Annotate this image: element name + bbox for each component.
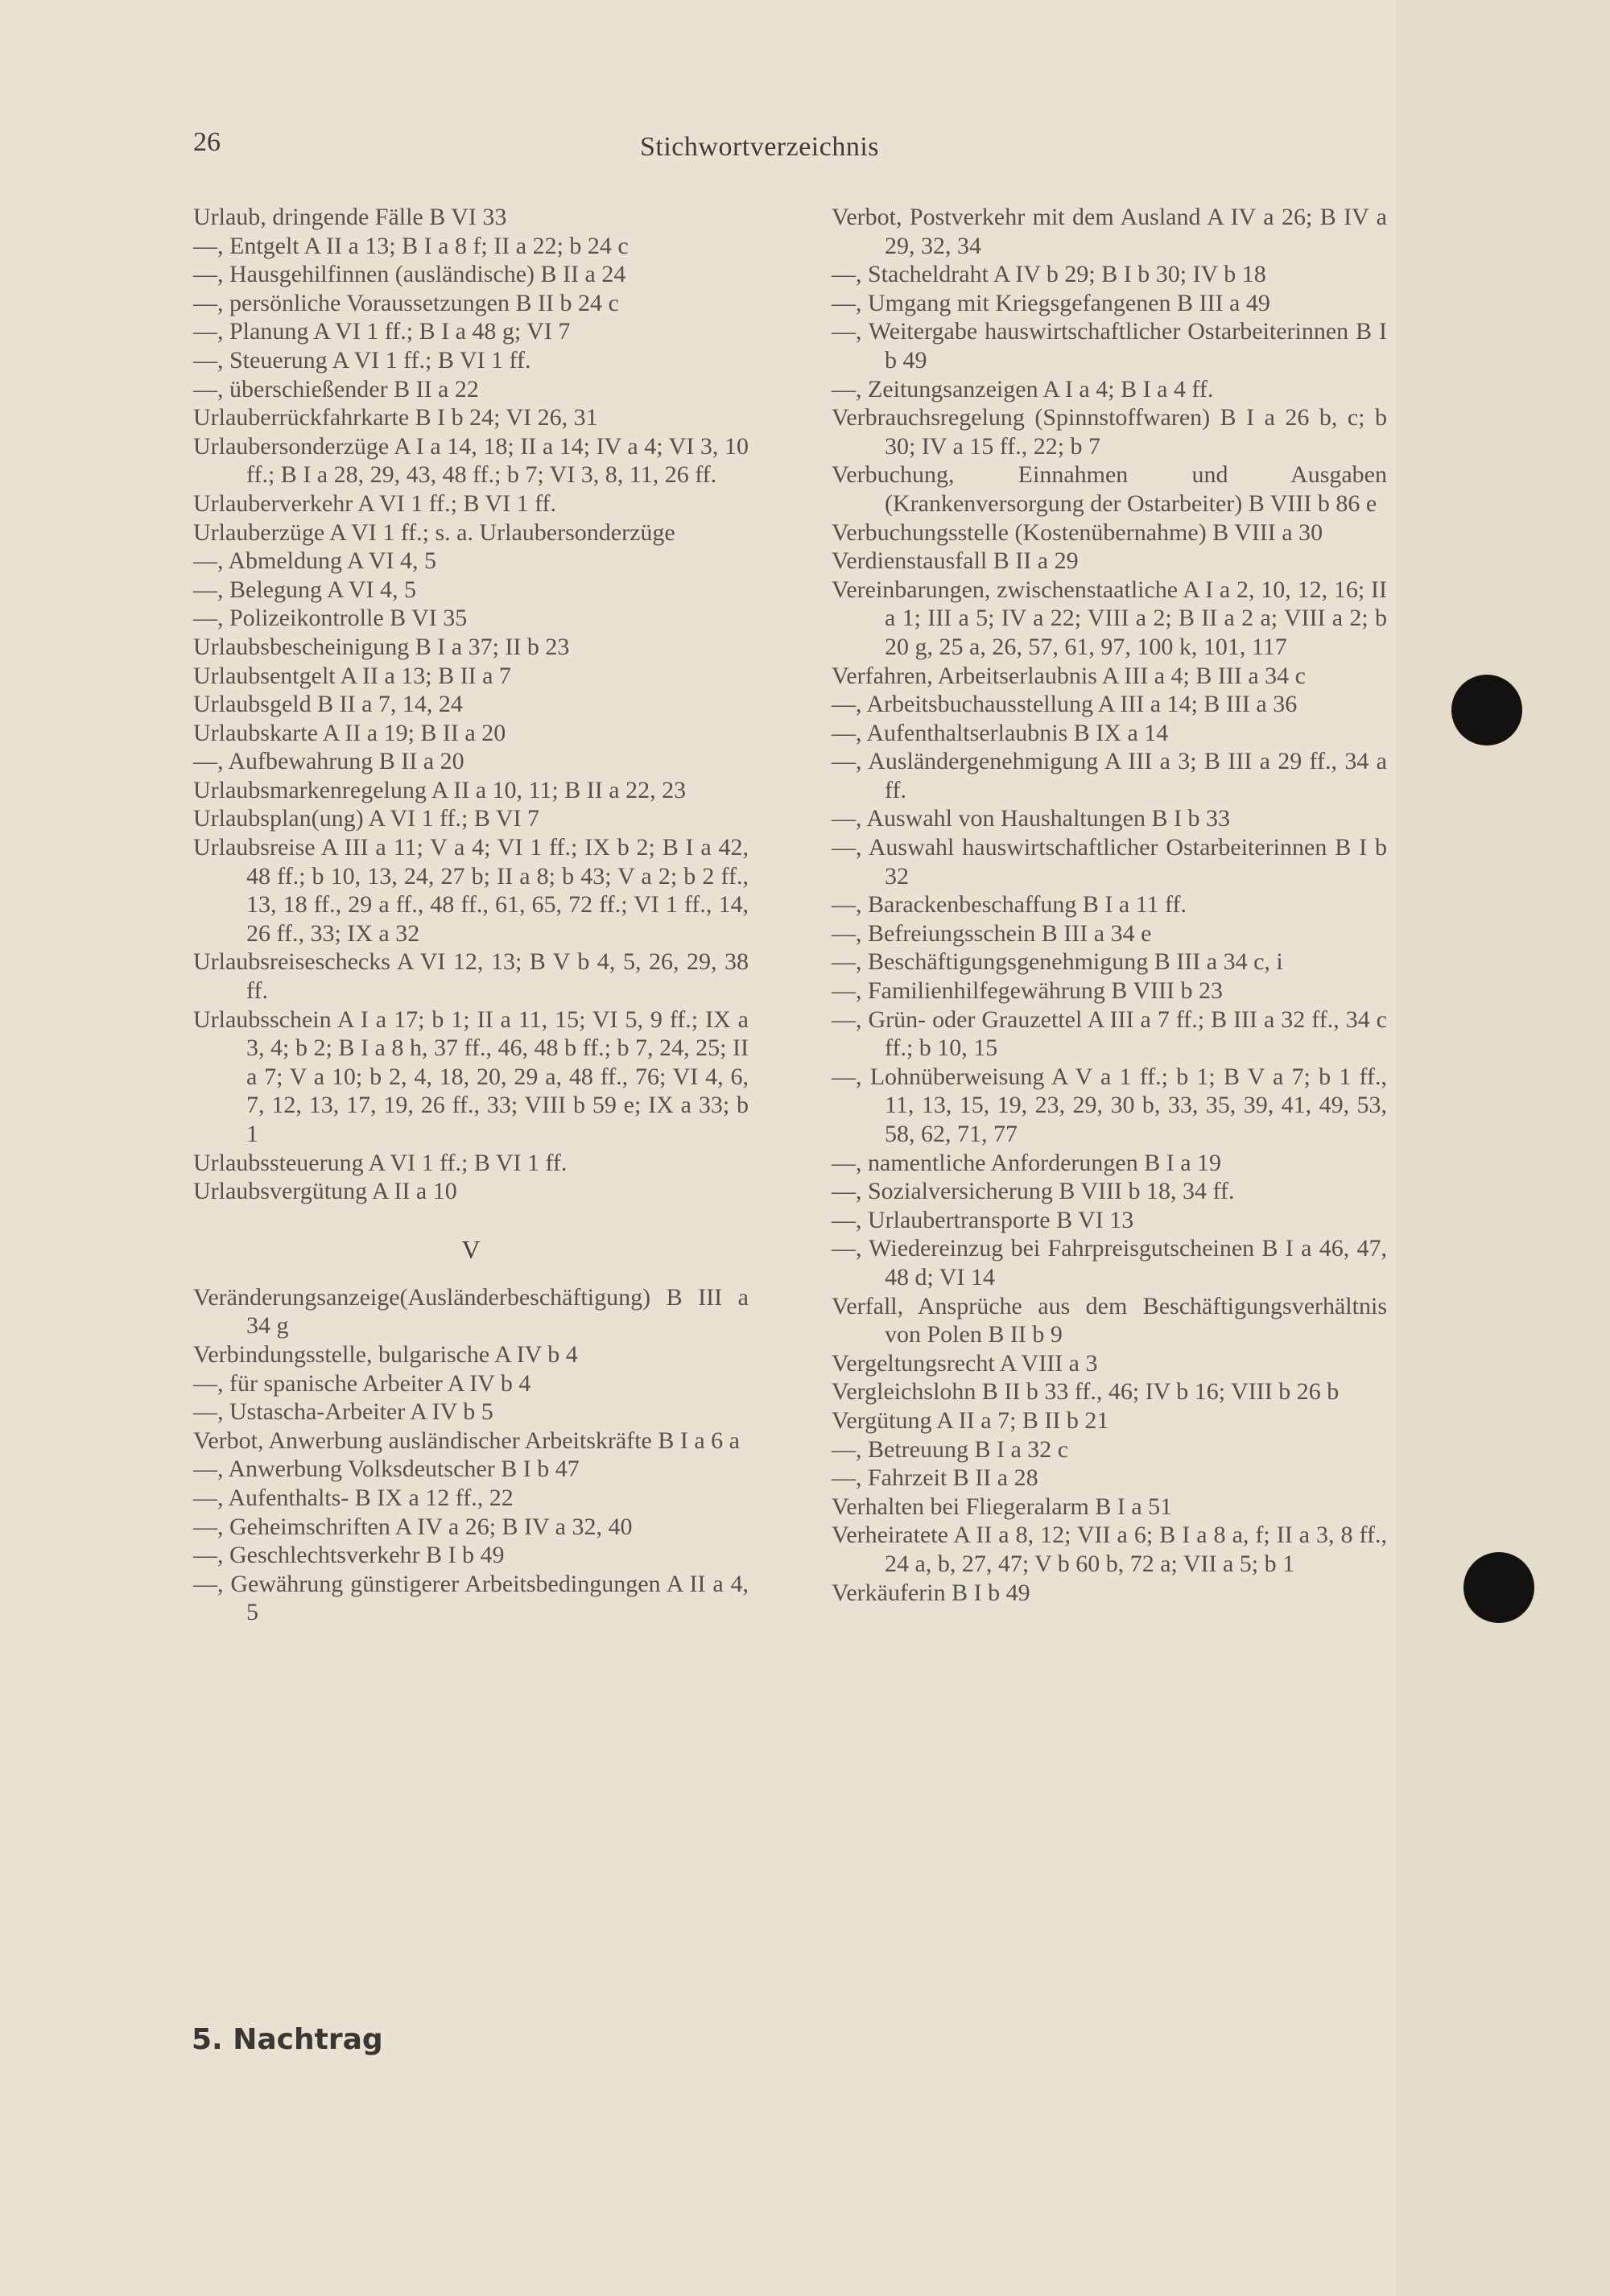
index-entry: —, überschießender B II a 22 [193, 375, 479, 403]
index-entry: —, Entgelt A II a 13; B I a 8 f; II a 22; b 24 c [193, 232, 629, 259]
index-entry: Vergeltungsrecht A VIII a 3 [832, 1349, 1098, 1377]
index-entry: —, Gewährung günstigerer Arbeitsbedingungen A II a 4, 5 [193, 1570, 749, 1626]
index-entry: Vergütung A II a 7; B II b 21 [832, 1406, 1109, 1434]
page-edge-strip [1397, 0, 1610, 2296]
index-entry: —, Belegung A VI 4, 5 [193, 576, 416, 603]
index-column-right [832, 203, 1387, 1607]
index-entry: Verbindungsstelle, bulgarische A IV b 4 [193, 1340, 578, 1368]
index-entry: Verfall, Ansprüche aus dem Beschäftigungsverhältnis von Polen B II b 9 [832, 1292, 1387, 1348]
index-entry: —, Familienhilfegewährung B VIII b 23 [832, 977, 1224, 1005]
index-entry: —, Aufenthalts- B IX a 12 ff., 22 [193, 1484, 514, 1511]
index-entry: Verkäuferin B I b 49 [832, 1579, 1030, 1606]
index-entry: —, Auswahl von Haushaltungen B I b 33 [832, 805, 1230, 832]
index-entry: —, Auswahl hauswirtschaftlicher Ostarbeiterinnen B I b 32 [832, 834, 1387, 890]
index-entries-u [193, 203, 749, 1206]
index-entry: —, Polizeikontrolle B VI 35 [193, 605, 468, 632]
index-entry: —, Grün- oder Grauzettel A III a 7 ff.; B III a 32 ff., 34 c ff.; b 10, 15 [832, 1006, 1387, 1062]
page-number: 26 [193, 127, 221, 157]
index-entry: Urlaubersonderzüge A I a 14, 18; II a 14; IV a 4; VI 3, 10 ff.; B I a 28, 29, 43, 48 ff.; b 7; VI 3, 8, 11, 26 ff. [193, 432, 749, 489]
index-entry: Verhalten bei Fliegeralarm B I a 51 [832, 1493, 1173, 1520]
index-entry: —, Barackenbeschaffung B I a 11 ff. [832, 891, 1187, 919]
index-entry: —, Lohnüberweisung A V a 1 ff.; b 1; B V a 7; b 1 ff., 11, 13, 15, 19, 23, 29, 30 b, 33, 35, 39, 41, 49, 53, 58, 62, 71, 77 [832, 1063, 1387, 1147]
index-entry: Urlaubsreiseschecks A VI 12, 13; B V b 4, 5, 26, 29, 38 ff. [193, 948, 749, 1005]
index-column-left [193, 203, 749, 1627]
index-entry: —, für spanische Arbeiter A IV b 4 [193, 1369, 531, 1397]
supplement-label: 5. Nachtrag [192, 2023, 383, 2056]
index-entry: —, Steuerung A VI 1 ff.; B VI 1 ff. [193, 346, 531, 374]
index-entry: —, Beschäftigungsgenehmigung B III a 34 c, i [832, 948, 1283, 976]
index-entry: —, Hausgehilfinnen (ausländische) B II a 24 [193, 261, 626, 288]
page-title: Stichwortverzeichnis [640, 132, 880, 162]
index-entry: Vereinbarungen, zwischenstaatliche A I a 2, 10, 12, 16; II a 1; III a 5; IV a 22; VIII a 2; B II a 2 a; VIII a 2; b 20 g, 25 a, 26, 57, 61, 97, 100 k, 101, 117 [832, 576, 1387, 660]
index-entry: Verbuchungsstelle (Kostenübernahme) B VIII a 30 [832, 518, 1323, 546]
index-entry: —, Befreiungsschein B III a 34 e [832, 919, 1152, 947]
index-entry: Urlaubsmarkenregelung A II a 10, 11; B II a 22, 23 [193, 776, 687, 803]
punch-hole-lower [1463, 1552, 1534, 1623]
index-entry: Urlaubskarte A II a 19; B II a 20 [193, 719, 506, 746]
index-entry: Urlaubssteuerung A VI 1 ff.; B VI 1 ff. [193, 1149, 568, 1176]
index-entry: Verbrauchsregelung (Spinnstoffwaren) B I a 26 b, c; b 30; IV a 15 ff., 22; b 7 [832, 404, 1387, 460]
index-entry: —, Wiedereinzug bei Fahrpreisgutscheinen B I a 46, 47, 48 d; VI 14 [832, 1235, 1387, 1290]
index-entry: Urlauberverkehr A VI 1 ff.; B VI 1 ff. [193, 489, 557, 517]
index-entry: Urlaubsentgelt A II a 13; B II a 7 [193, 662, 511, 689]
index-entry: Verfahren, Arbeitserlaubnis A III a 4; B III a 34 c [832, 662, 1306, 689]
index-entry: —, Betreuung B I a 32 c [832, 1435, 1069, 1463]
index-entry: Verdienstausfall B II a 29 [832, 547, 1079, 575]
index-entry: Verbot, Postverkehr mit dem Ausland A IV a 26; B IV a 29, 32, 34 [832, 204, 1387, 259]
punch-hole-upper [1451, 675, 1522, 745]
index-entry: —, Weitergabe hauswirtschaftlicher Ostarbeiterinnen B I b 49 [832, 318, 1387, 374]
index-entry: —, Sozialversicherung B VIII b 18, 34 ff. [832, 1178, 1235, 1205]
index-entry: —, Abmeldung A VI 4, 5 [193, 547, 436, 575]
index-entry: Urlauberzüge A VI 1 ff.; s. a. Urlaubersonderzüge [193, 518, 675, 546]
index-entry: —, Geschlechtsverkehr B I b 49 [193, 1542, 505, 1569]
index-entry: —, Urlaubertransporte B VI 13 [832, 1206, 1134, 1233]
index-entry: —, Ausländergenehmigung A III a 3; B III a 29 ff., 34 a ff. [832, 748, 1387, 803]
index-entry: Veränderungsanzeige(Ausländerbeschäftigung) B III a 34 g [193, 1283, 749, 1340]
index-entry: —, Ustascha-Arbeiter A IV b 5 [193, 1398, 493, 1426]
index-entry: —, Zeitungsanzeigen A I a 4; B I a 4 ff. [832, 375, 1214, 403]
index-entry: —, Aufenthaltserlaubnis B IX a 14 [832, 719, 1169, 746]
index-entries-v-continued [832, 203, 1387, 1607]
index-entry: Urlaubsbescheinigung B I a 37; II b 23 [193, 633, 570, 660]
index-entry: Verheiratete A II a 8, 12; VII a 6; B I a 8 a, f; II a 3, 8 ff., 24 a, b, 27, 47; V b 60 b, 72 a; VII a 5; b 1 [832, 1522, 1387, 1577]
index-entry: Urlaub, dringende Fälle B VI 33 [193, 204, 507, 230]
index-entry: Urlaubsreise A III a 11; V a 4; VI 1 ff.; IX b 2; B I a 42, 48 ff.; b 10, 13, 24, 27 b; II a 8; b 43; V a 2; b 2 ff., 13, 18 ff., 29 a ff., 48 ff., 61, 65, 72 ff.; VI 1 ff., 14, 26 ff., 33; IX a 32 [193, 834, 749, 947]
index-entry: Urlaubsschein A I a 17; b 1; II a 11, 15; VI 5, 9 ff.; IX a 3, 4; b 2; B I a 8 h, 37 ff., 46, 48 b ff.; b 7, 24, 25; II a 7; V a 10; b 2, 4, 18, 20, 29 a, 48 ff., 76; VI 4, 6, 7, 12, 13, 17, 19, 26 ff., 33; VIII b 59 e; IX a 33; b 1 [193, 1006, 749, 1147]
index-entry: —, Fahrzeit B II a 28 [832, 1464, 1038, 1492]
index-entry: —, Stacheldraht A IV b 29; B I b 30; IV b 18 [832, 261, 1266, 288]
index-entry: Urlaubsplan(ung) A VI 1 ff.; B VI 7 [193, 805, 539, 832]
index-entry: —, Geheimschriften A IV a 26; B IV a 32, 40 [193, 1513, 633, 1540]
index-entries-v [193, 1283, 749, 1627]
index-entry: Verbot, Anwerbung ausländischer Arbeitskräfte B I a 6 a [193, 1427, 740, 1454]
index-entry: Urlaubsgeld B II a 7, 14, 24 [193, 691, 463, 718]
index-entry: Urlauberrückfahrkarte B I b 24; VI 26, 31 [193, 404, 598, 432]
section-letter: V [461, 1234, 481, 1264]
index-entry: —, persönliche Voraussetzungen B II b 24 c [193, 289, 619, 316]
index-entry: —, Arbeitsbuchausstellung A III a 14; B III a 36 [832, 691, 1298, 718]
index-entry: —, Umgang mit Kriegsgefangenen B III a 49 [832, 289, 1270, 316]
index-entry: —, namentliche Anforderungen B I a 19 [832, 1149, 1222, 1176]
index-entry: Vergleichslohn B II b 33 ff., 46; IV b 16; VIII b 26 b [832, 1378, 1340, 1406]
index-entry: —, Aufbewahrung B II a 20 [193, 748, 464, 775]
index-entry: Urlaubsvergütung A II a 10 [193, 1178, 457, 1205]
index-entry: Verbuchung, Einnahmen und Ausgaben (Krankenversorgung der Ostarbeiter) B VIII b 86 e [832, 461, 1387, 517]
index-entry: —, Planung A VI 1 ff.; B I a 48 g; VI 7 [193, 318, 571, 345]
index-entry: —, Anwerbung Volksdeutscher B I b 47 [193, 1456, 580, 1483]
